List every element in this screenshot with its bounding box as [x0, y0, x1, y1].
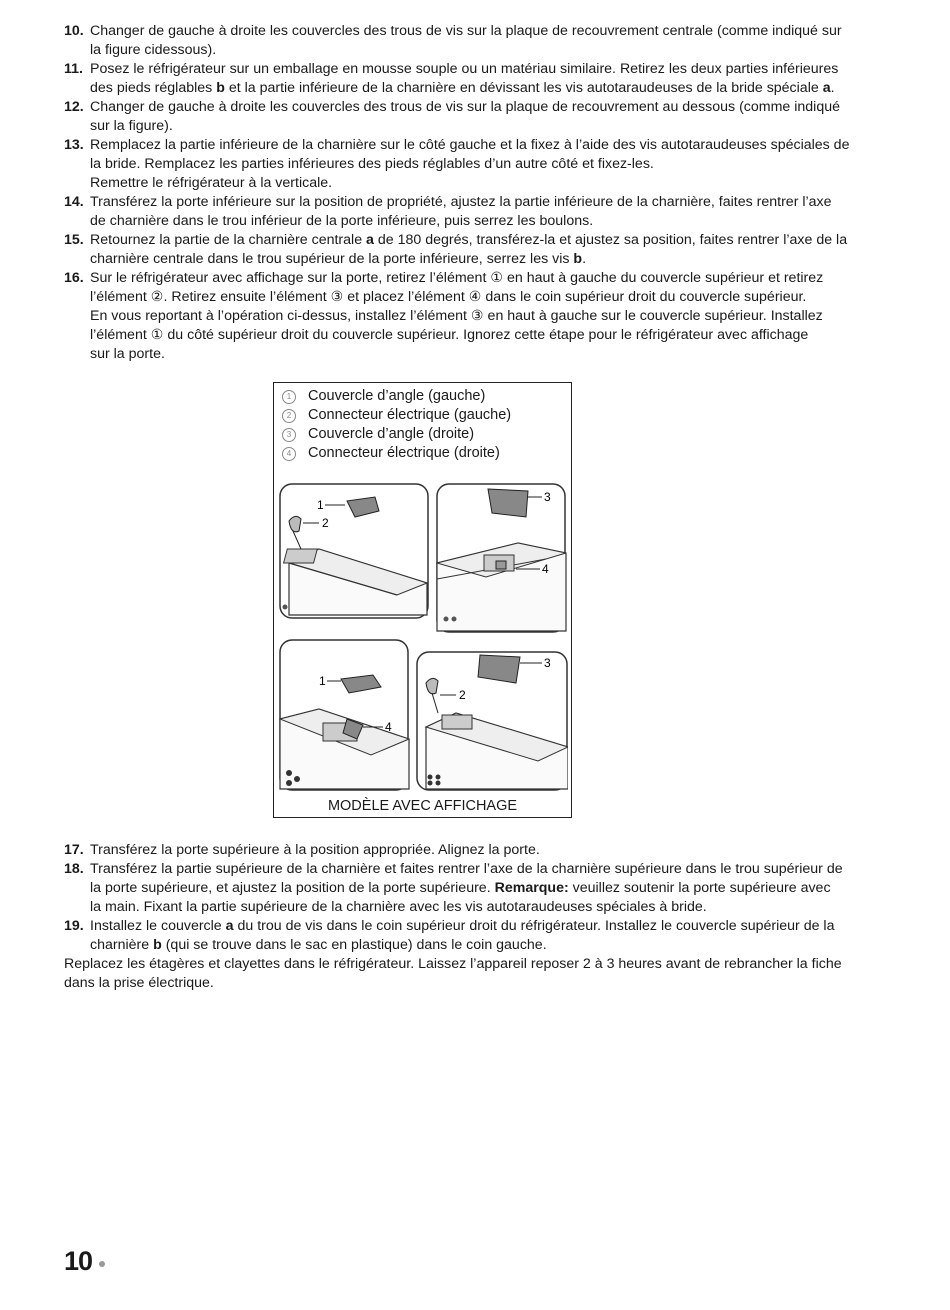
figure-caption: MODÈLE AVEC AFFICHAGE: [327, 798, 518, 814]
step-17: [64, 841, 884, 860]
text-run: .: [830, 80, 835, 96]
step-number: 10.: [64, 23, 84, 39]
text-run: charnière: [90, 937, 154, 953]
instructions-top: [64, 22, 884, 364]
callout-3: 3: [544, 490, 551, 504]
text-line: Posez le réfrigérateur sur un emballage en mousse souple ou un matériau similaire. Retirez les deux parties inférieures: [90, 61, 839, 77]
circled-number-icon: 2: [282, 409, 296, 423]
fridge-top-illustration: [436, 483, 568, 633]
fridge-top-illustration: [416, 651, 568, 791]
step-18: [64, 860, 884, 917]
step-10: [64, 22, 884, 60]
bold-ref-a: a: [225, 918, 234, 934]
step-11: [64, 60, 884, 98]
page-footer: [64, 1246, 105, 1277]
step-text: [90, 193, 884, 231]
legend-label: Couvercle d’angle (droite): [308, 426, 475, 442]
text-line: la figure cidessous).: [90, 42, 217, 58]
text-line: [90, 917, 884, 936]
text-line: Remplacez la partie inférieure de la charnière sur le côté gauche et la fixez à l’aide des vis autotaraudeuses spéciales de: [90, 137, 850, 153]
circled-number-icon: 4: [282, 447, 296, 461]
text-run: Installez le couvercle: [90, 918, 226, 934]
step-number: 13.: [64, 137, 84, 153]
bold-ref-a: a: [822, 80, 831, 96]
text-line: [90, 936, 884, 955]
bold-ref-b: b: [153, 937, 162, 953]
fridge-top-illustration: [279, 483, 429, 619]
text-run: du trou de vis dans le coin supérieur droit du réfrigérateur. Installez le couvercle supérieur de la: [233, 918, 835, 934]
text-line: sur la figure).: [90, 118, 173, 134]
text-run: veuillez soutenir la porte supérieure avec: [568, 880, 831, 896]
text-run: (qui se trouve dans le sac en plastique) dans le coin gauche.: [161, 937, 547, 953]
step-14: [64, 193, 884, 231]
legend-item: [282, 406, 511, 425]
step-number: 16.: [64, 270, 84, 286]
text-line: En vous reportant à l’opération ci-dessus, installez l’élément ③ en haut à gauche sur le couvercle supérieur. Installez: [90, 308, 823, 324]
step-19: [64, 917, 884, 955]
text-line: [90, 879, 884, 898]
text-line: Replacez les étagères et clayettes dans le réfrigérateur. Laissez l’appareil reposer 2 à 3 heures avant de rebrancher la fiche: [64, 956, 842, 972]
step-15: [64, 231, 884, 269]
step-text: [90, 60, 884, 98]
figure-legend: [282, 387, 511, 463]
step-number: 17.: [64, 842, 84, 858]
panel-install-left-parts: [416, 651, 568, 791]
text-line: [90, 79, 884, 98]
legend-item: [282, 444, 511, 463]
callout-1: 1: [319, 674, 326, 688]
step-text: [90, 98, 884, 136]
text-run: Retournez la partie de la charnière centrale: [90, 232, 367, 248]
installation-figure: [273, 382, 572, 818]
callout-3: 3: [544, 656, 551, 670]
step-12: [64, 98, 884, 136]
legend-item: [282, 387, 511, 406]
text-line: sur la porte.: [90, 346, 165, 362]
legend-item: [282, 425, 511, 444]
text-run: .: [582, 251, 587, 267]
text-line: de charnière dans le trou inférieur de la porte inférieure, puis serrez les boulons.: [90, 213, 594, 229]
step-number: 14.: [64, 194, 84, 210]
legend-label: Connecteur électrique (gauche): [308, 407, 512, 423]
step-text: [90, 136, 884, 193]
step-text: [90, 22, 884, 60]
callout-1: 1: [317, 498, 324, 512]
callout-4: 4: [542, 562, 549, 576]
step-number: 15.: [64, 232, 84, 248]
step-number: 12.: [64, 99, 84, 115]
text-line: l’élément ②. Retirez ensuite l’élément ③ et placez l’élément ④ dans le coin supérieur droit du couvercle supérieur.: [90, 289, 807, 305]
bold-ref-a: a: [366, 232, 374, 248]
text-run: et la partie inférieure de la charnière en dévissant les vis autotaraudeuses de la bride spéciale: [224, 80, 823, 96]
steps-list: [64, 841, 884, 955]
text-line: Sur le réfrigérateur avec affichage sur la porte, retirez l’élément ① en haut à gauche du couvercle supérieur et retirez: [90, 270, 824, 286]
steps-list: [64, 22, 884, 364]
step-text: [90, 231, 884, 269]
step-text: [90, 269, 884, 364]
step-number: 19.: [64, 918, 84, 934]
text-line: Remettre le réfrigérateur à la verticale.: [90, 175, 333, 191]
panel-remove-left-parts: [279, 483, 429, 619]
text-run: des pieds réglables: [90, 80, 217, 96]
page-number: 10: [64, 1246, 93, 1276]
text-line: Changer de gauche à droite les couvercles des trous de vis sur la plaque de recouvrement centrale (comme indiqué sur: [90, 23, 842, 39]
text-line: la bride. Remplacez les parties inférieures des pieds réglables d’un autre côté et fixez-les.: [90, 156, 654, 172]
step-text: [90, 917, 884, 955]
step-number: 18.: [64, 861, 84, 877]
text-run: de 180 degrés, transférez-la et ajustez sa position, faites rentrer l’axe de la: [373, 232, 848, 248]
step-13: [64, 136, 884, 193]
text-line: Transférez la porte inférieure sur la position de propriété, ajustez la partie inférieure de la charnière, faites rentrer l’axe: [90, 194, 832, 210]
step-16: [64, 269, 884, 364]
panel-move-right-parts: [436, 483, 568, 633]
instructions-bottom: [64, 841, 884, 993]
part-three-shape: [488, 489, 528, 517]
text-line: [90, 250, 884, 269]
text-line: Transférez la partie supérieure de la charnière et faites rentrer l’axe de la charnière supérieure dans le trou supérieur de: [90, 861, 843, 877]
circled-number-icon: 1: [282, 390, 296, 404]
remark-label: Remarque:: [494, 880, 569, 896]
text-line: Transférez la porte supérieure à la position appropriée. Alignez la porte.: [90, 842, 540, 858]
closing-paragraph: [64, 955, 884, 993]
legend-label: Couvercle d’angle (gauche): [308, 388, 486, 404]
bullet-dot-icon: [99, 1261, 105, 1267]
text-run: charnière centrale dans le trou supérieur de la porte inférieure, serrez les vis: [90, 251, 574, 267]
callout-4: 4: [385, 720, 392, 734]
text-line: la main. Fixant la partie supérieure de la charnière avec les vis autotaraudeuses spéciales à bride.: [90, 899, 707, 915]
text-line: dans la prise électrique.: [64, 975, 214, 991]
step-text: [90, 860, 884, 917]
callout-2: 2: [459, 688, 466, 702]
fridge-top-illustration: [279, 639, 411, 791]
step-number: 11.: [64, 61, 83, 77]
step-text: [90, 841, 884, 860]
circled-number-icon: 3: [282, 428, 296, 442]
text-line: Changer de gauche à droite les couvercles des trous de vis sur la plaque de recouvrement au dessous (comme indiqué: [90, 99, 840, 115]
callout-2: 2: [322, 516, 329, 530]
text-line: l’élément ① du côté supérieur droit du couvercle supérieur. Ignorez cette étape pour le réfrigérateur avec affichage: [90, 327, 809, 343]
text-line: [90, 231, 884, 250]
bold-ref-b: b: [216, 80, 225, 96]
panel-install-right-parts: [279, 639, 411, 791]
bold-ref-b: b: [573, 251, 583, 267]
legend-label: Connecteur électrique (droite): [308, 445, 500, 461]
text-run: la porte supérieure, et ajustez la position de la porte supérieure.: [90, 880, 495, 896]
